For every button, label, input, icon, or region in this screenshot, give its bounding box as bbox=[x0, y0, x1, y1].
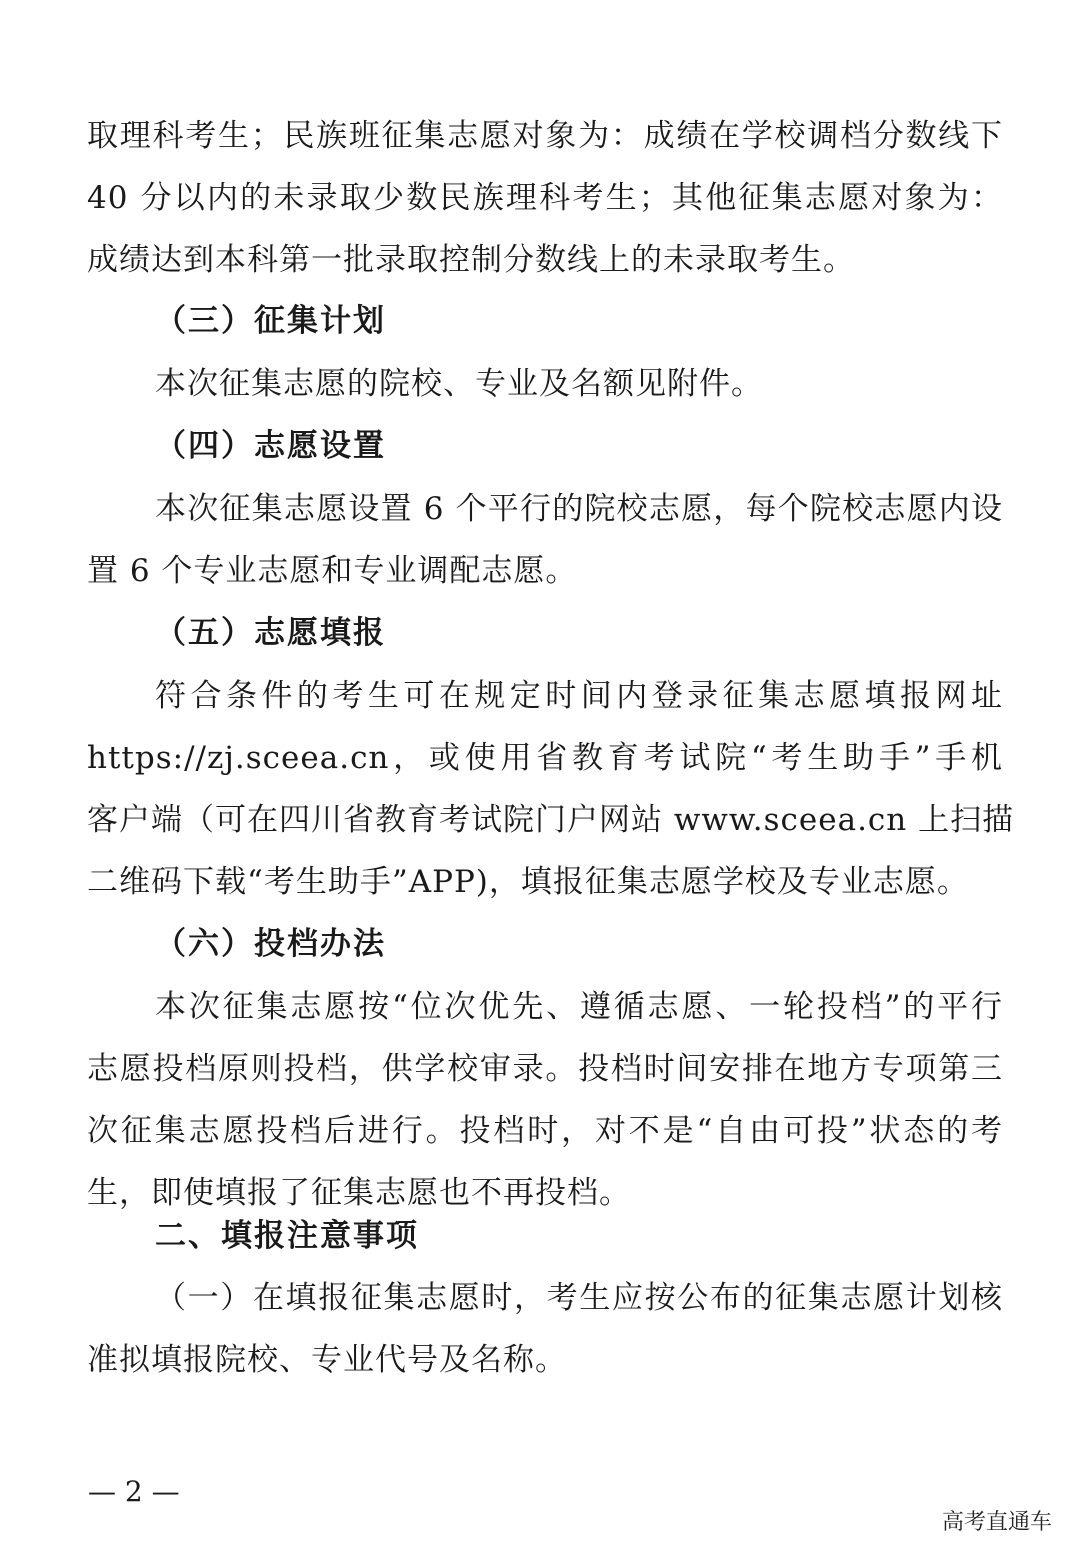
paragraph-line: 志愿投档原则投档，供学校审录。投档时间安排在地方专项第三 bbox=[87, 1051, 1003, 1087]
section-heading-notes: 二、填报注意事项 bbox=[155, 1218, 419, 1254]
paragraph-line: 本次征集志愿设置 6 个平行的院校志愿，每个院校志愿内设 bbox=[155, 491, 1003, 527]
paragraph-line: 取理科考生；民族班征集志愿对象为：成绩在学校调档分数线下 bbox=[87, 118, 1003, 154]
paragraph-line: 符合条件的考生可在规定时间内登录征集志愿填报网址 bbox=[155, 678, 1003, 714]
subheading-filling: （五）志愿填报 bbox=[155, 615, 386, 651]
paragraph-line: 准拟填报院校、专业代号及名称。 bbox=[87, 1342, 567, 1378]
paragraph-line-url: https://zj.sceea.cn，或使用省教育考试院“考生助手”手机 bbox=[87, 740, 1003, 776]
paragraph-line: （一）在填报征集志愿时，考生应按公布的征集志愿计划核 bbox=[155, 1280, 1003, 1316]
paragraph-line: 本次征集志愿按“位次优先、遵循志愿、一轮投档”的平行 bbox=[155, 989, 1003, 1025]
subheading-submission: （六）投档办法 bbox=[155, 926, 386, 962]
paragraph-line: 客户端（可在四川省教育考试院门户网站 www.sceea.cn 上扫描 bbox=[87, 802, 1015, 838]
paragraph-line: 本次征集志愿的院校、专业及名额见附件。 bbox=[155, 366, 763, 402]
source-watermark: 高考直通车 bbox=[941, 1510, 1052, 1535]
paragraph-line: 40 分以内的未录取少数民族理科考生；其他征集志愿对象为： bbox=[87, 180, 1003, 216]
paragraph-line: 置 6 个专业志愿和专业调配志愿。 bbox=[87, 553, 578, 589]
paragraph-line: 生，即使填报了征集志愿也不再投档。 bbox=[87, 1175, 631, 1211]
subheading-settings: （四）志愿设置 bbox=[155, 428, 386, 464]
subheading-plan: （三）征集计划 bbox=[155, 303, 386, 339]
paragraph-line: 成绩达到本科第一批录取控制分数线上的未录取考生。 bbox=[87, 242, 855, 278]
paragraph-line: 次征集志愿投档后进行。投档时，对不是“自由可投”状态的考 bbox=[87, 1113, 1003, 1149]
paragraph-line: 二维码下载“考生助手”APP)，填报征集志愿学校及专业志愿。 bbox=[87, 864, 969, 900]
page-number: — 2 — bbox=[88, 1475, 180, 1508]
